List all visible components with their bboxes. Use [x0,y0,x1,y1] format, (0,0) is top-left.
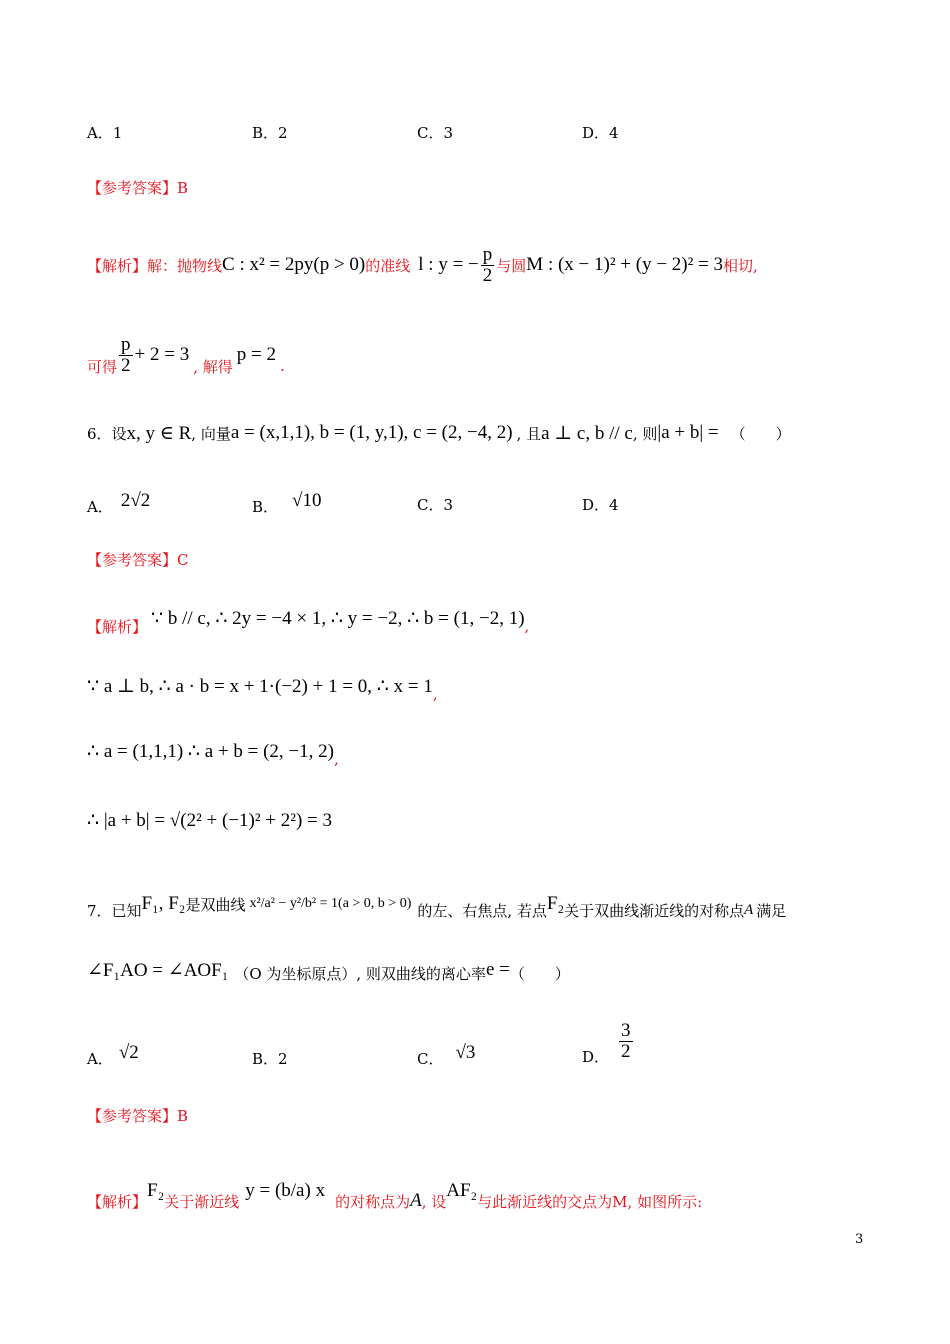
q6-step2: ∵ a ⊥ b, ∴ a · b = x + 1·(−2) + 1 = 0, ∴ x = 1 [87,675,433,697]
q7-foci: F₁, F₂ [141,893,186,914]
q6-step1-comma: , [524,617,530,635]
q6-option-a-value: 2√2 [120,489,151,511]
q6-analysis-step4 [87,800,332,840]
circle-equation: M : (x − 1)² + (y − 2)² = 3 [526,254,724,275]
q7-intersect: 与此渐近线的交点为M, 如图所示: [477,1192,703,1211]
q6-step3: ∴ a = (1,1,1) ∴ a + b = (2, −1, 2) [87,740,334,762]
q6-analysis-step1 [87,600,529,636]
q6-analysis-step3 [87,733,339,769]
q7-option-d-num: 3 [621,1020,631,1042]
q7-desc3: 满足 [756,901,787,920]
q6-option-b-value: √10 [292,489,322,511]
q5-option-b: B．2 [252,124,288,142]
q7-number: 7．已知 [87,901,142,920]
q7-f2: F₂ [546,893,565,914]
q6-step1: ∵ b // c, ∴ 2y = −4 × 1, ∴ y = −2, ∴ b = (1, −2, 1) [151,607,525,629]
q6-analysis-step2 [87,668,438,704]
q7-a-point: A [410,1190,422,1211]
with-circle-text: 与圆 [496,256,527,275]
p-over-2 [481,245,495,286]
p-value: p = 2 [236,344,276,365]
q7-analysis-label: 【解析】 [87,1192,148,1211]
q7-hyperbola: x²/a² − y²/b² = 1(a > 0, b > 0) [249,896,412,911]
directrix-lhs: l : y = − [418,254,479,275]
analysis-label: 【解析】 [87,256,148,275]
q7-f2-text: F₂ [147,1180,165,1201]
q7-option-d [582,1016,635,1067]
q6-target: |a + b| = [657,422,719,443]
q7-angle-equation: ∠F₁AO = ∠AOF₁ [87,959,229,981]
q7-desc1: 的左、右焦点, 若点 [417,901,547,920]
page-number: 3 [855,1232,864,1247]
q5-analysis-line1 [87,240,758,290]
q7-option-c [417,1036,475,1069]
q7-asymptote: y = (b/a) x [245,1180,326,1201]
q7-option-c-value: √3 [455,1041,476,1063]
q6-vectors: a = (x,1,1), b = (1, y,1), c = (2, −4, 2) [230,422,513,443]
q7-option-a-label: A． [87,1050,113,1068]
q6-option-c: C．3 [417,496,454,514]
q6-step3-comma: , [333,750,339,768]
q6-number: 6．设 [87,424,127,443]
parabola-equation: C : x² = 2py(p > 0) [222,254,366,275]
q6-option-a-label: A． [87,498,113,516]
q6-conditions: a ⊥ c, b // c [541,422,633,444]
q5-option-a: A．1 [87,124,123,142]
p-over-2-b [119,335,133,376]
q6-stem [87,415,791,451]
p-numerator: p [482,243,493,265]
q7-answer: 【参考答案】B [87,1107,189,1125]
q6-option-b-label: B． [252,498,279,516]
q6-option-a [87,484,150,517]
solve-text: , 解得 [193,357,233,376]
p-numerator-b: p [121,333,131,355]
analysis-intro: 解：抛物线 [147,256,223,275]
q7-option-a-value: √2 [118,1041,139,1063]
q7-option-d-label: D． [582,1048,610,1066]
q7-af2: AF₂ [446,1180,478,1201]
q7-option-d-fraction [619,1021,633,1062]
q7-option-a [87,1036,139,1069]
period: . [279,357,285,375]
two-denominator: 2 [482,264,493,286]
q6-option-b [252,484,321,517]
q7-stem-line2 [87,952,570,988]
q7-desc2: 关于双曲线渐近线的对称点 [564,901,745,920]
q5-option-c: C．3 [417,124,454,142]
q5-answer: 【参考答案】B [87,179,189,197]
q6-then-word: , 则 [632,424,658,443]
q7-note: （O 为坐标原点）, 则双曲线的离心率 [234,964,486,983]
q5-analysis-line2 [87,332,285,378]
q6-answer: 【参考答案】C [87,551,189,569]
q6-and-word: , 且 [516,424,542,443]
q7-option-d-den: 2 [621,1041,631,1062]
line2-prefix: 可得 [87,357,118,376]
q7-about-asymptote: 关于渐近线 [164,1192,240,1211]
directrix-text: 的准线 [365,256,411,275]
q6-blank: （ ） [730,424,791,443]
q7-option-b: B．2 [252,1050,288,1068]
q5-option-d: D．4 [582,124,619,142]
q6-step4: ∴ |a + b| = √(2² + (−1)² + 2²) = 3 [87,809,332,831]
tangent-text: 相切, [723,256,758,275]
q6-analysis-label: 【解析】 [87,617,148,636]
q6-xy: x, y ∈ R [126,422,192,444]
q7-blank: （ ） [509,964,570,983]
q7-option-c-label: C． [417,1050,444,1068]
q7-is-word: 是双曲线 [185,895,246,914]
q6-option-d: D．4 [582,496,619,514]
two-denominator-b: 2 [121,354,131,376]
line2-tail: + 2 = 3 [134,344,190,365]
q7-sym-point: 的对称点为 [335,1192,411,1211]
q7-analysis-line [87,1162,702,1220]
q7-point-a: A [744,901,754,918]
q7-set-word: , 设 [421,1192,447,1211]
q6-vector-word: , 向量 [191,424,231,443]
q7-stem-line1 [87,876,786,932]
q7-e-eq: e = [485,959,510,980]
q6-step2-comma: , [432,685,438,703]
